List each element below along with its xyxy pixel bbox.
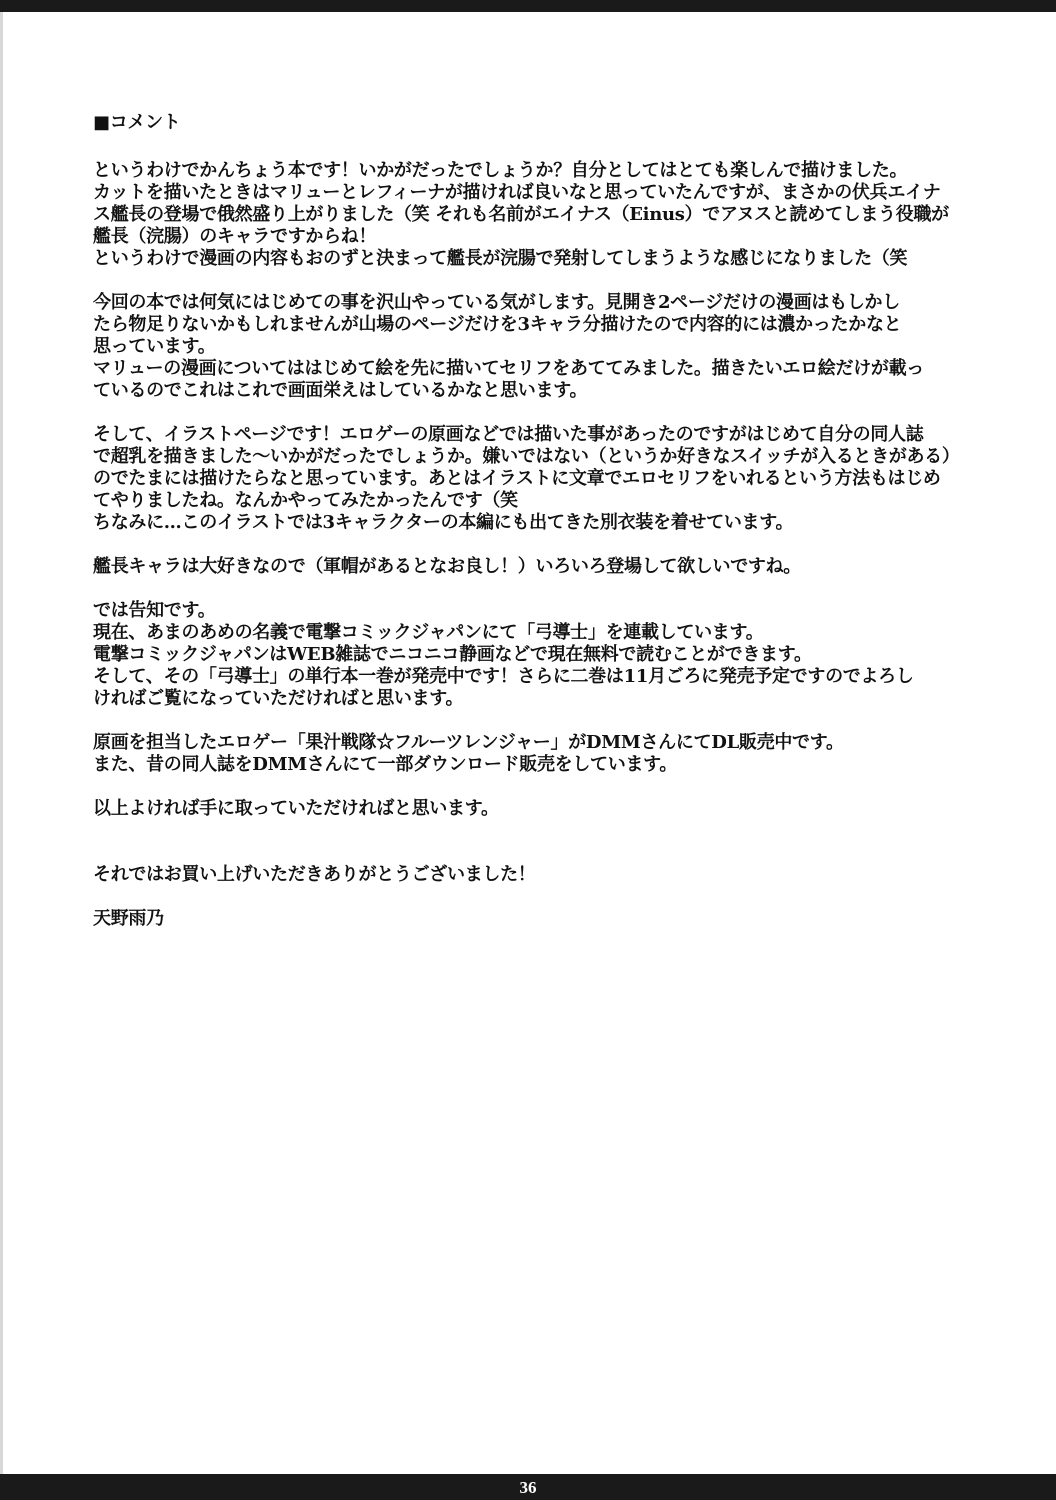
paragraph-captain-characters [93,556,993,578]
paragraph-dmm-sales [93,732,993,776]
top-border-bar [0,0,1056,12]
text-line: ければご覧になっていただければと思います。 [93,688,464,709]
text-line: というわけでかんちょう本です！いかがだったでしょうか？自分としてはとても楽しんで描けました。 [93,160,908,181]
text-line: そして、イラストページです！エロゲーの原画などでは描いた事があったのですがはじめて自分の同人誌 [93,424,924,445]
signature-text: 天野雨乃 [93,908,164,929]
text-line: 思っています。 [93,336,216,357]
text-line: 原画を担当したエロゲー「果汁戦隊☆フルーツレンジャー」がDMMさんにてDL販売中です。 [93,732,844,753]
text-line: てやりましたね。なんかやってみたかったんです（笑 [93,490,518,511]
closing-thanks [93,864,993,886]
text-line: ているのでこれはこれで画面栄えはしているかなと思います。 [93,380,588,401]
text-line: 電撃コミックジャパンはWEB雑誌でニコニコ静画などで現在無料で読むことができます。 [93,644,812,665]
text-line: また、昔の同人誌をDMMさんにて一部ダウンロード販売をしています。 [93,754,678,775]
text-line: それではお買い上げいただきありがとうございました！ [93,864,536,885]
text-line: のでたまには描けたらなと思っています。あとはイラストに文章でエロセリフをいれるという方法もはじめ [93,468,941,489]
paragraph-illustration-page [93,424,993,534]
text-line: カットを描いたときはマリューとレフィーナが描ければ良いなと思っていたんですが、まさかの伏兵エイナ [93,182,941,203]
spacer [93,842,993,864]
paragraph-first-attempts [93,292,993,402]
paragraph-intro [93,160,993,270]
comment-heading: ■コメント [93,112,181,133]
text-line: ちなみに…このイラストでは3キャラクターの本編にも出てきた別衣装を着せています。 [93,512,794,533]
author-signature [93,908,993,930]
left-page-edge [0,12,3,1474]
text-line: 今回の本では何気にはじめての事を沢山やっている気がします。見開き2ページだけの漫画はもしかし [93,292,900,313]
paragraph-invitation [93,798,993,820]
text-line: では告知です。 [93,600,216,621]
text-line: マリューの漫画についてははじめて絵を先に描いてセリフをあててみました。描きたいエロ絵だけが載っ [93,358,924,379]
text-line: ス艦長の登場で俄然盛り上がりました（笑 それも名前がエイナス（Einus）でアヌスと読めてしまう役職が [93,204,949,225]
text-line: 艦長キャラは大好きなので（軍帽があるとなお良し！）いろいろ登場して欲しいですね。 [93,556,801,577]
text-line: たら物足りないかもしれませんが山場のページだけを3キャラ分描けたので内容的には濃かったかなと [93,314,902,335]
text-line: 艦長（浣腸）のキャラですからね！ [93,226,377,247]
page-number: 36 [519,1478,537,1497]
comment-section [93,112,993,952]
text-line: 以上よければ手に取っていただければと思います。 [93,798,499,819]
text-line: 現在、あまのあめの名義で電撃コミックジャパンにて「弓導士」を連載しています。 [93,622,764,643]
text-line: で超乳を描きました～いかがだったでしょうか。嫌いではない（というか好きなスイッチが入るときがある） [93,446,960,467]
text-line: そして、その「弓導士」の単行本一巻が発売中です！さらに二巻は11月ごろに発売予定ですのでよろし [93,666,914,687]
text-line: というわけで漫画の内容もおのずと決まって艦長が浣腸で発射してしまうような感じになりました（笑 [93,248,908,269]
paragraph-announcement [93,600,993,710]
